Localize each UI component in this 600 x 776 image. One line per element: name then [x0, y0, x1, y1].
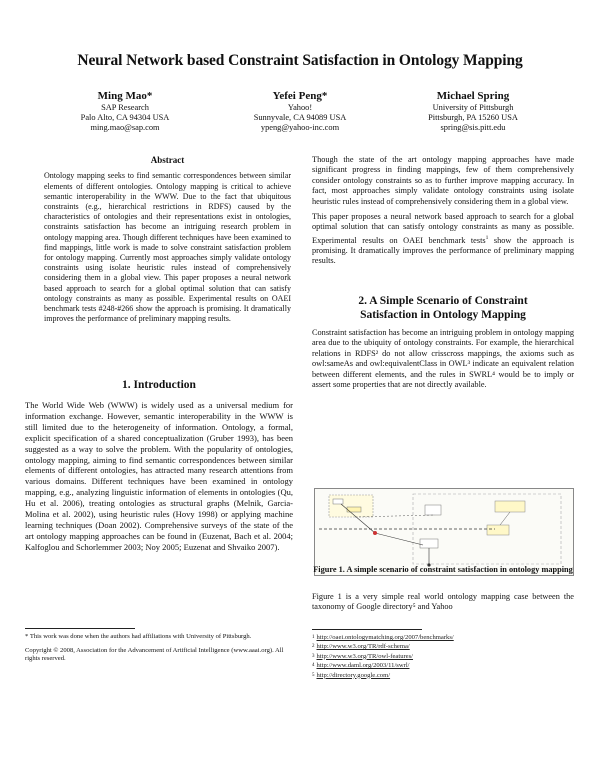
author-affiliation: Yahoo! [287, 103, 313, 112]
figure-1-caption: Figure 1. A simple scenario of constraint satisfaction in ontology mapping [313, 565, 573, 574]
footnote-link[interactable]: http://oaei.ontologymatching.org/2007/benchmarks/ [316, 634, 454, 641]
body-paragraph: Figure 1 is a very simple real world ontology mapping case between the taxonomy of Google directory⁵ and Yahoo [312, 592, 574, 612]
introduction-section [25, 378, 293, 553]
footnote-link[interactable]: http://directory.google.com/ [316, 671, 391, 679]
footnote-authors: * This work was done when the authors had affiliations with University of Pittsburgh. [25, 633, 252, 640]
author-block-2 [215, 90, 385, 133]
section-2 [312, 294, 574, 390]
footnote-item [312, 672, 574, 680]
paragraph-text: show the approach is promising. It dramatically improves the performance of preliminary mapping results. [312, 235, 574, 266]
footnote-link[interactable]: http://www.daml.org/2003/11/swrl/ [316, 662, 410, 670]
copyright-notice: Copyright © 2008, Association for the Advancement of Artificial Intelligence (www.aaai.org). All rights reserved. [25, 647, 284, 663]
author-address: Pittsburgh, PA 15260 USA [428, 113, 518, 122]
concept-node [333, 499, 343, 504]
body-paragraph: Though the state of the art ontology mapping approaches have made significant progress in finding mappings, few of them comprehensively consider ontology constraints so as to further improve mapping accuracy. In fact, most approaches simply validate ontology constraints using isolate heuristic rules instead of comprehensively considering them in a global view. [312, 155, 574, 206]
introduction-text: The World Wide Web (WWW) is widely used as a universal medium for information exchange. However, semantic interoperability in the WWW is still limited due to the heterogeneity of information. Ontology, a formal, explicit specification of a shared conceptualization (Gruber 1993), has been suggested as a way to solve the problem. With the popularity of ontologies, ontology mapping, aiming to find semantic correspondences between similar elements of different ontologies, has attracted many research attentions from various domains. Different techniques have been examined in ontology mapping, e.g., analyzing linguistic information of elements in ontologies (Qu, Hu et al. 2006), treating ontologies as structural graphs (Melnik, Garcia-Molina et al. 2002), using heuristic rules (Hovy 1998) or applying machine learning techniques (Doan 2002). Comprehensive surveys of the state of the art ontology mapping approaches can be found in (Euzenat, Bach et al. 2004; Kalfoglou and Schorlemmer 2003; Noy 2005; Euzenat and Shvaiko 2007). [25, 400, 293, 552]
footnote-item [312, 643, 574, 651]
author-name: Yefei Peng* [272, 90, 328, 102]
footnote-divider [25, 628, 135, 629]
abstract-heading: Abstract [150, 155, 185, 165]
right-column-top [312, 155, 574, 267]
body-paragraph: Constraint satisfaction has become an intriguing problem in ontology mapping area due to the ubiquity of ontology constraints. For example, the hierarchical relations in RDFS² do not allow crisscross mappings, the axioms such as owl:sameAs and owl:equivalentClass in OWL³ indicate an equivalent relation between different elements, and the rules in SWRL⁴ would be to imply or assert some properties that are not directly available. [312, 328, 574, 390]
abstract-section [44, 155, 291, 324]
author-affiliation: SAP Research [101, 103, 149, 112]
ontology-node [329, 495, 373, 517]
footnote-number: 4 [312, 663, 315, 669]
figure-1-diagram [315, 489, 573, 575]
author-address: Sunnyvale, CA 94089 USA [253, 113, 347, 122]
mapping-point [373, 531, 377, 535]
concept-node [420, 539, 438, 548]
relation-line [375, 533, 423, 545]
footnote-item [312, 634, 574, 642]
concept-node [495, 501, 525, 512]
footnote-link[interactable]: http://www.w3.org/TR/owl-features/ [316, 652, 414, 660]
footnote-number: 5 [312, 672, 315, 678]
author-email: ypeng@yahoo-inc.com [260, 123, 340, 132]
author-email: spring@sis.pitt.edu [440, 123, 506, 132]
introduction-heading: 1. Introduction [122, 379, 196, 391]
concept-node [487, 525, 509, 535]
footnote-number: 2 [312, 644, 315, 650]
concept-node [425, 505, 441, 515]
paper-title: Neural Network based Constraint Satisfaction in Ontology Mapping [77, 52, 523, 69]
right-column-bottom [312, 592, 574, 613]
right-footnotes [312, 634, 574, 681]
footnote-item [312, 662, 574, 670]
footnote-ref: 1 [485, 234, 489, 241]
author-name: Michael Spring [436, 90, 510, 102]
relation-line [500, 512, 510, 525]
abstract-text: Ontology mapping seeks to find semantic correspondences between similar elements of different ontologies. Ontology mapping is critical to achieve semantic interoperability in the WWW. Due to the fact that ubiquitous constraints (e.g., hierarchical restrictions in RDFS) caused by the characteristics of ontologies and their representations exist in ontologies, constraints satisfaction has become an intriguing research problem in ontology mapping area. Though different techniques have been examined to find mappings, little work is made to solve constraint satisfaction problem for ontology mapping. Currently most approaches simply validate ontology constraints using isolate heuristic rules instead of comprehensively considering them in a global view. This paper proposes a neural network based approach to search for a global optimal solution that can satisfy ontology constraints as many as possible. Experimental results on OAEI benchmark tests #248-#266 show the approach is promising. It dramatically improves the performance of preliminary mapping results. [44, 171, 291, 324]
footnote-item [312, 653, 574, 661]
footnote-number: 1 [312, 635, 315, 640]
section-2-heading-line: 2. A Simple Scenario of Constraint [358, 295, 528, 307]
footnote-number: 3 [312, 653, 315, 659]
body-paragraph [312, 212, 574, 267]
author-affiliation: University of Pittsburgh [432, 103, 514, 112]
footnote-divider [312, 629, 422, 630]
paragraph-text: This paper proposes a neural network based approach to search for a global optimal solution that can satisfy ontology constraints as many as possible. Experimental results on OAEI benchmark tests [312, 212, 574, 245]
section-2-heading-line: Satisfaction in Ontology Mapping [360, 309, 526, 321]
left-footnotes [25, 633, 293, 664]
author-block-3 [388, 90, 558, 133]
author-address: Palo Alto, CA 94304 USA [80, 113, 170, 122]
footnote-link[interactable]: http://www.w3.org/TR/rdf-schema/ [316, 643, 410, 651]
figure-1 [314, 488, 574, 576]
author-name: Ming Mao* [97, 90, 153, 102]
author-block-1 [40, 90, 210, 133]
author-email: ming.mao@sap.com [90, 123, 160, 132]
